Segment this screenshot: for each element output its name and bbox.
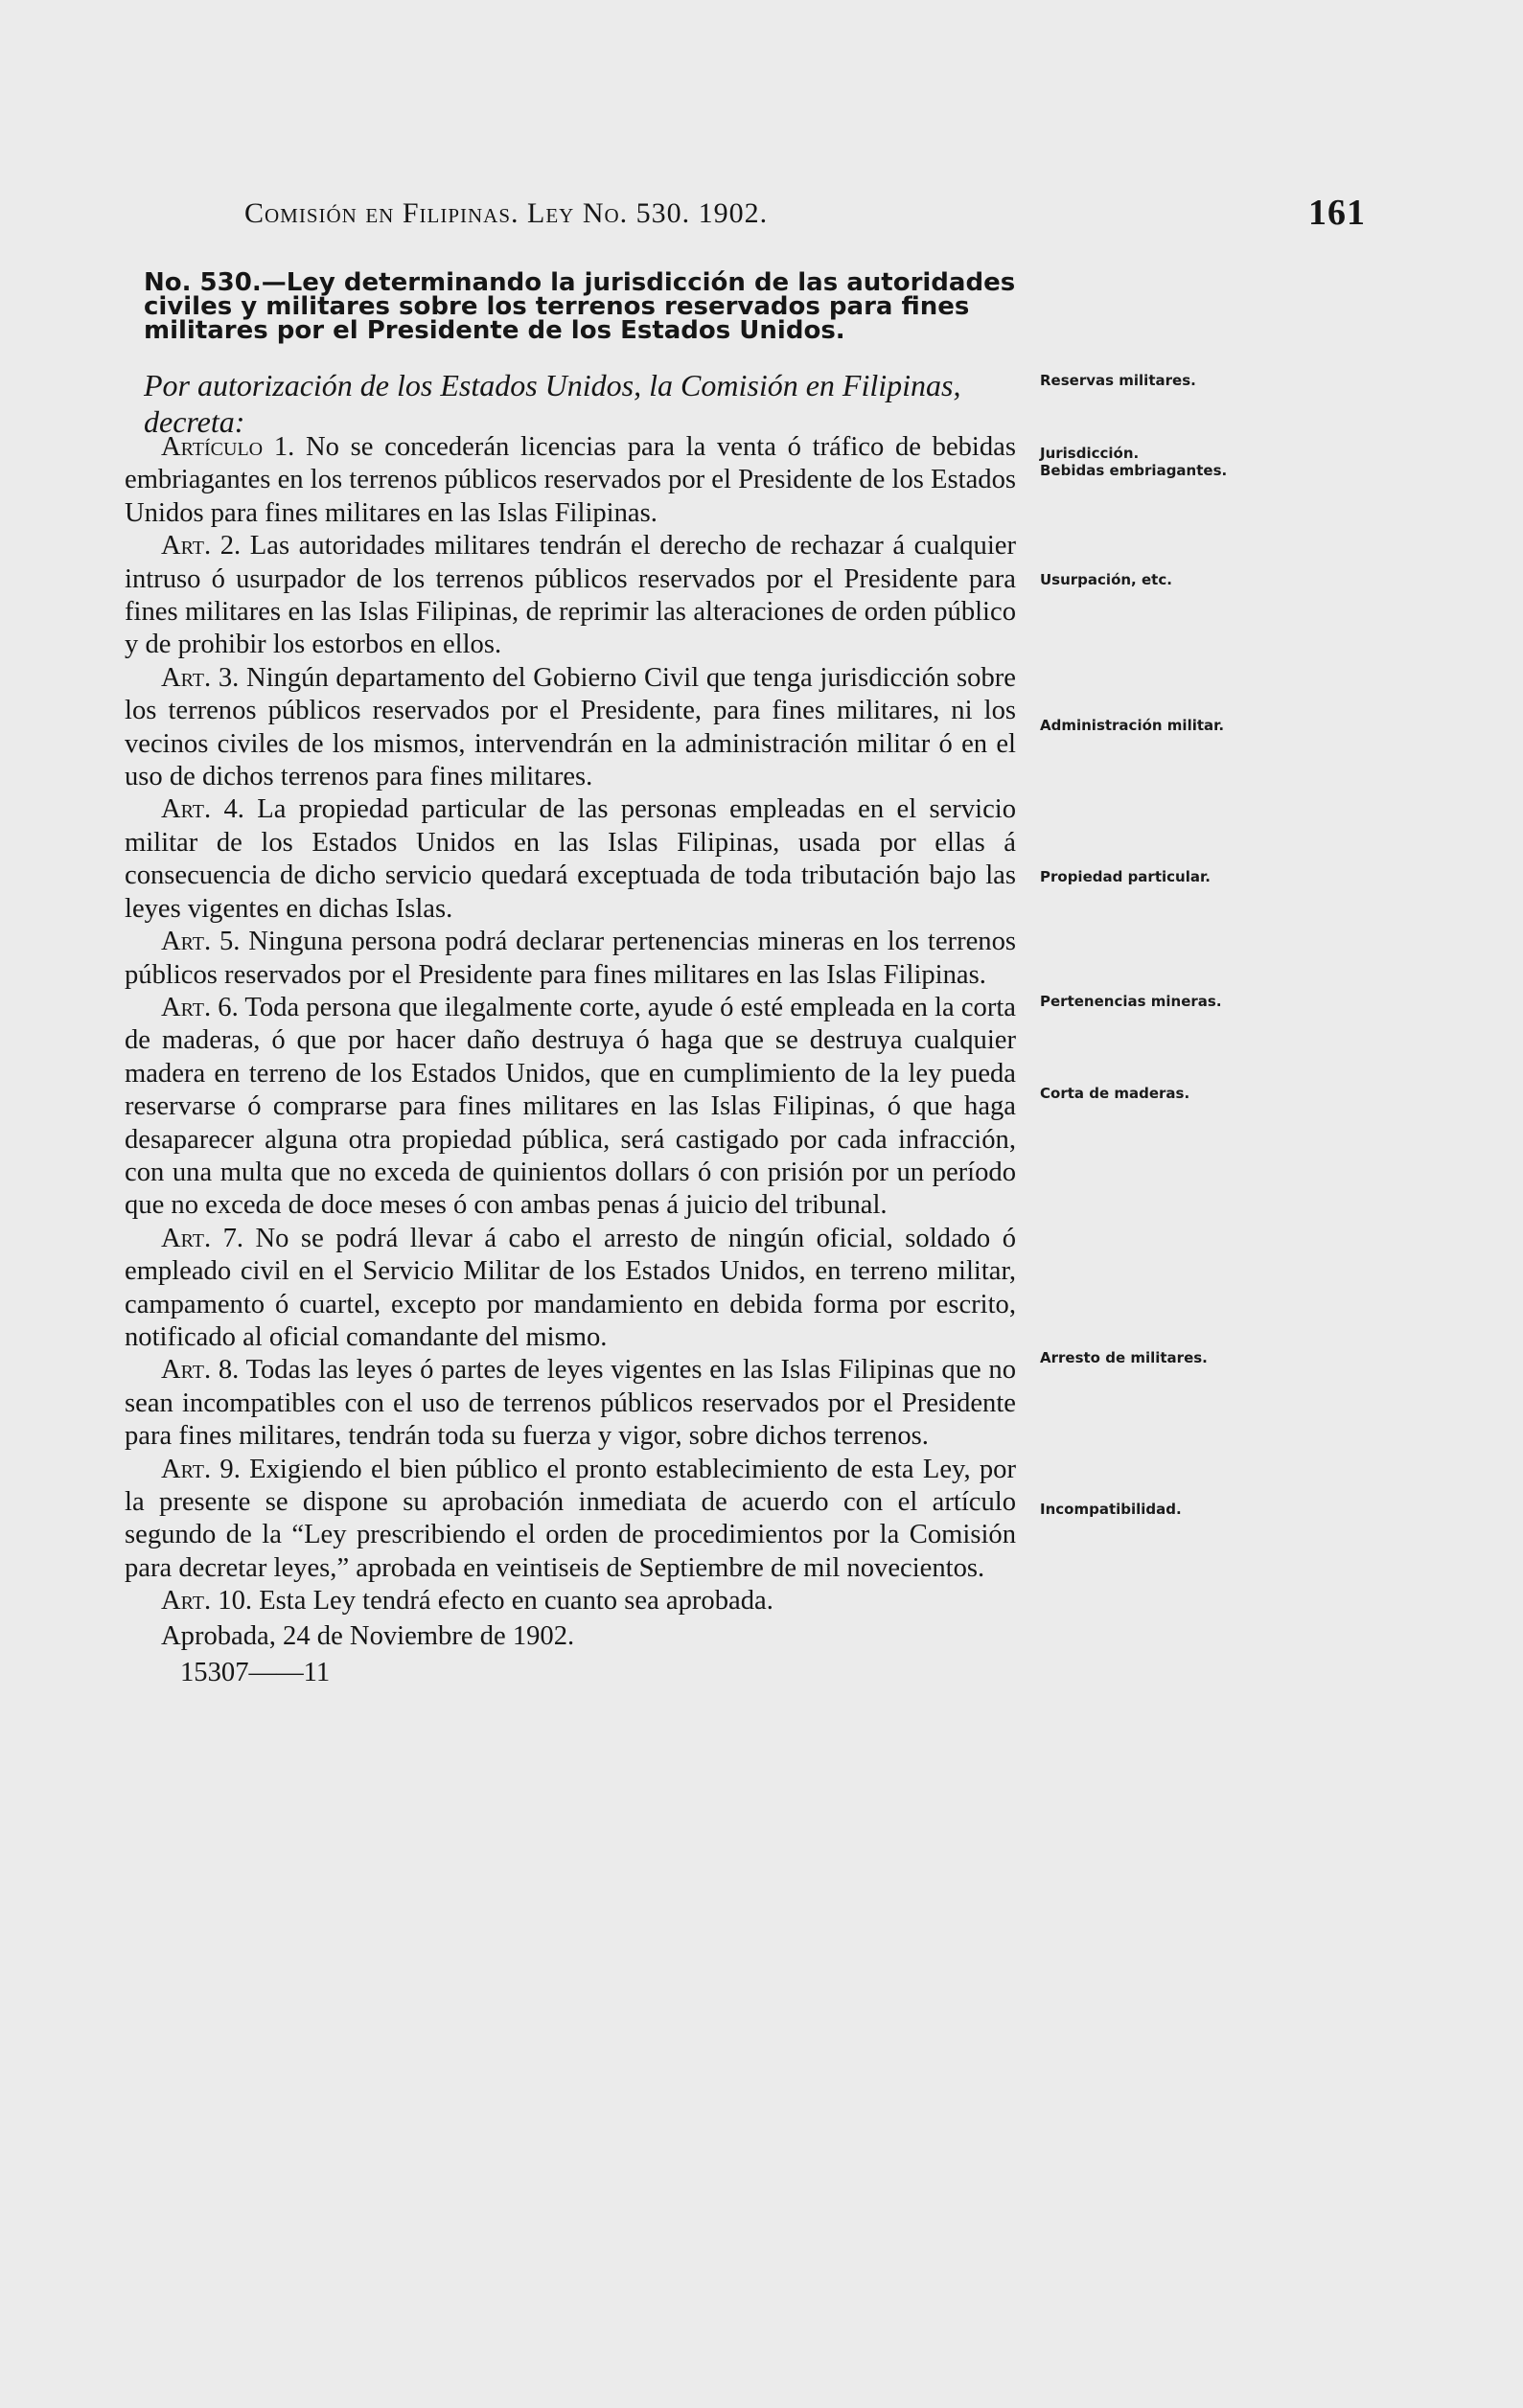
margin-note: Incompatibilidad. [1040,1501,1182,1518]
margin-note: Bebidas embriagantes. [1040,462,1228,479]
article-label: Art. 5. [161,927,241,957]
margin-note: Corta de maderas. [1040,1085,1190,1102]
article-text: Exigiendo el bien público el pronto establecimiento de esta Ley, por la presente se dispone su aprobación inmediata de acuerdo con el artículo segundo de la “Ley prescribiendo el orden de procedimientos por la Comisión para decretar leyes,” aprobada en veintiseis de Septiembre de mil novecientos. [125,1454,1017,1583]
article-text: Toda persona que ilegalmente corte, ayude ó esté empleada en la corta de maderas, ó que por hacer daño destruya ó haga que se destruya cualquier madera en terreno de los Estados Unidos, que en cumplimiento de la ley pueda reservarse ó comprarse para fines militares en las Islas Filipinas, ó que haga desaparecer alguna otra propiedad pública, será castigado por cada infracción, con una multa que no exceda de quinientos dollars ó con prisión por un período que no exceda de doce meses ó con ambas penas á juicio del tribunal. [125,992,1016,1221]
article-label: Art. 10. [161,1586,253,1617]
print-code: 15307——11 [180,1658,331,1688]
article-text: Las autoridades militares tendrán el derecho de rechazar á cualquier intruso ó usurpador de los terrenos públicos reservados por el Presidente para fines militares en las Islas Filipinas, de reprimir las alteraciones de orden público y de prohibir los estorbos en ellos. [125,531,1016,660]
article-text: Ningún departamento del Gobierno Civil que tenga jurisdicción sobre los terrenos públicos reservados por el Presidente, para fines militares, ni los vecinos civiles de los mismos, intervendrán en la administración militar ó en el uso de dichos terrenos para fines militares. [125,662,1016,792]
enacting-clause [144,367,1026,440]
margin-note: Administración militar. [1040,717,1225,734]
article-5 [125,926,1016,992]
article-text: No se podrá llevar á cabo el arresto de ningún oficial, soldado ó empleado civil en el Servicio Militar de los Estados Unidos, en terreno militar, campamento ó cuartel, excepto por mandamiento en debida forma por escrito, notificado al oficial comandante del mismo. [125,1223,1016,1352]
article-label: Art. 7. [161,1223,244,1253]
article-4 [125,793,1016,926]
article-3 [125,662,1016,794]
article-label: Art. 9. [161,1454,241,1484]
enacting-clause-line: Por autorización de los Estados Unidos, la Comisión en Filipinas, [144,368,961,402]
margin-note: Reservas militares. [1040,372,1196,389]
article-label: Art. 4. [161,794,244,825]
article-label: Artículo 1. [161,432,295,462]
article-label: Art. 3. [161,662,240,693]
article-label: Art. 8. [161,1355,240,1386]
law-body [125,431,1016,1689]
article-label: Art. 2. [161,531,242,562]
article-text: No se concederán licencias para la venta ó tráfico de bebidas embriagantes en los terrenos públicos reservados por el Presidente de los Estados Unidos para fines militares en las Islas Filipinas. [125,432,1016,528]
margin-note: Arresto de militares. [1040,1349,1208,1366]
page-header [244,192,1375,249]
margin-note: Pertenencias mineras. [1040,993,1222,1010]
article-8 [125,1354,1016,1453]
article-6 [125,992,1016,1223]
page-number: 161 [1308,193,1366,233]
article-2 [125,530,1016,662]
article-text: La propiedad particular de las personas empleadas en el servicio militar de los Estados Unidos en las Islas Filipinas, usada por ellas á consecuencia de dicho servicio quedará exceptuada de toda tributación bajo las leyes vigentes en dichas Islas. [125,794,1017,924]
margin-note: Jurisdicción. [1040,445,1140,462]
margin-note: Propiedad particular. [1040,868,1211,885]
article-text: Esta Ley tendrá efecto en cuanto sea aprobada. [252,1586,773,1617]
article-text: Todas las leyes ó partes de leyes vigentes en las Islas Filipinas que no sean incompatibles con el uso de terrenos públicos reservados por el Presidente para fines militares, tendrán toda su fuerza y vigor, sobre dichos terrenos. [125,1355,1016,1452]
law-title: No. 530.—Ley determinando la jurisdicción de las autoridades civiles y militares sobre los terrenos reservados para fines militares por el Presidente de los Estados Unidos. [144,268,1016,345]
enacting-clause-line: decreta: [144,404,245,439]
article-10 [125,1585,1016,1617]
margin-note: Usurpación, etc. [1040,571,1172,588]
article-text: Ninguna persona podrá declarar pertenencias mineras en los terrenos públicos reservados por el Presidente para fines militares en las Islas Filipinas. [125,927,1017,990]
running-title: Comisión en Filipinas. Ley No. 530. 1902. [244,197,769,229]
article-7 [125,1223,1016,1355]
approval-date: Aprobada, 24 de Noviembre de 1902. [161,1620,575,1651]
article-label: Art. 6. [161,992,239,1022]
article-1 [125,431,1016,530]
article-9 [125,1454,1016,1586]
